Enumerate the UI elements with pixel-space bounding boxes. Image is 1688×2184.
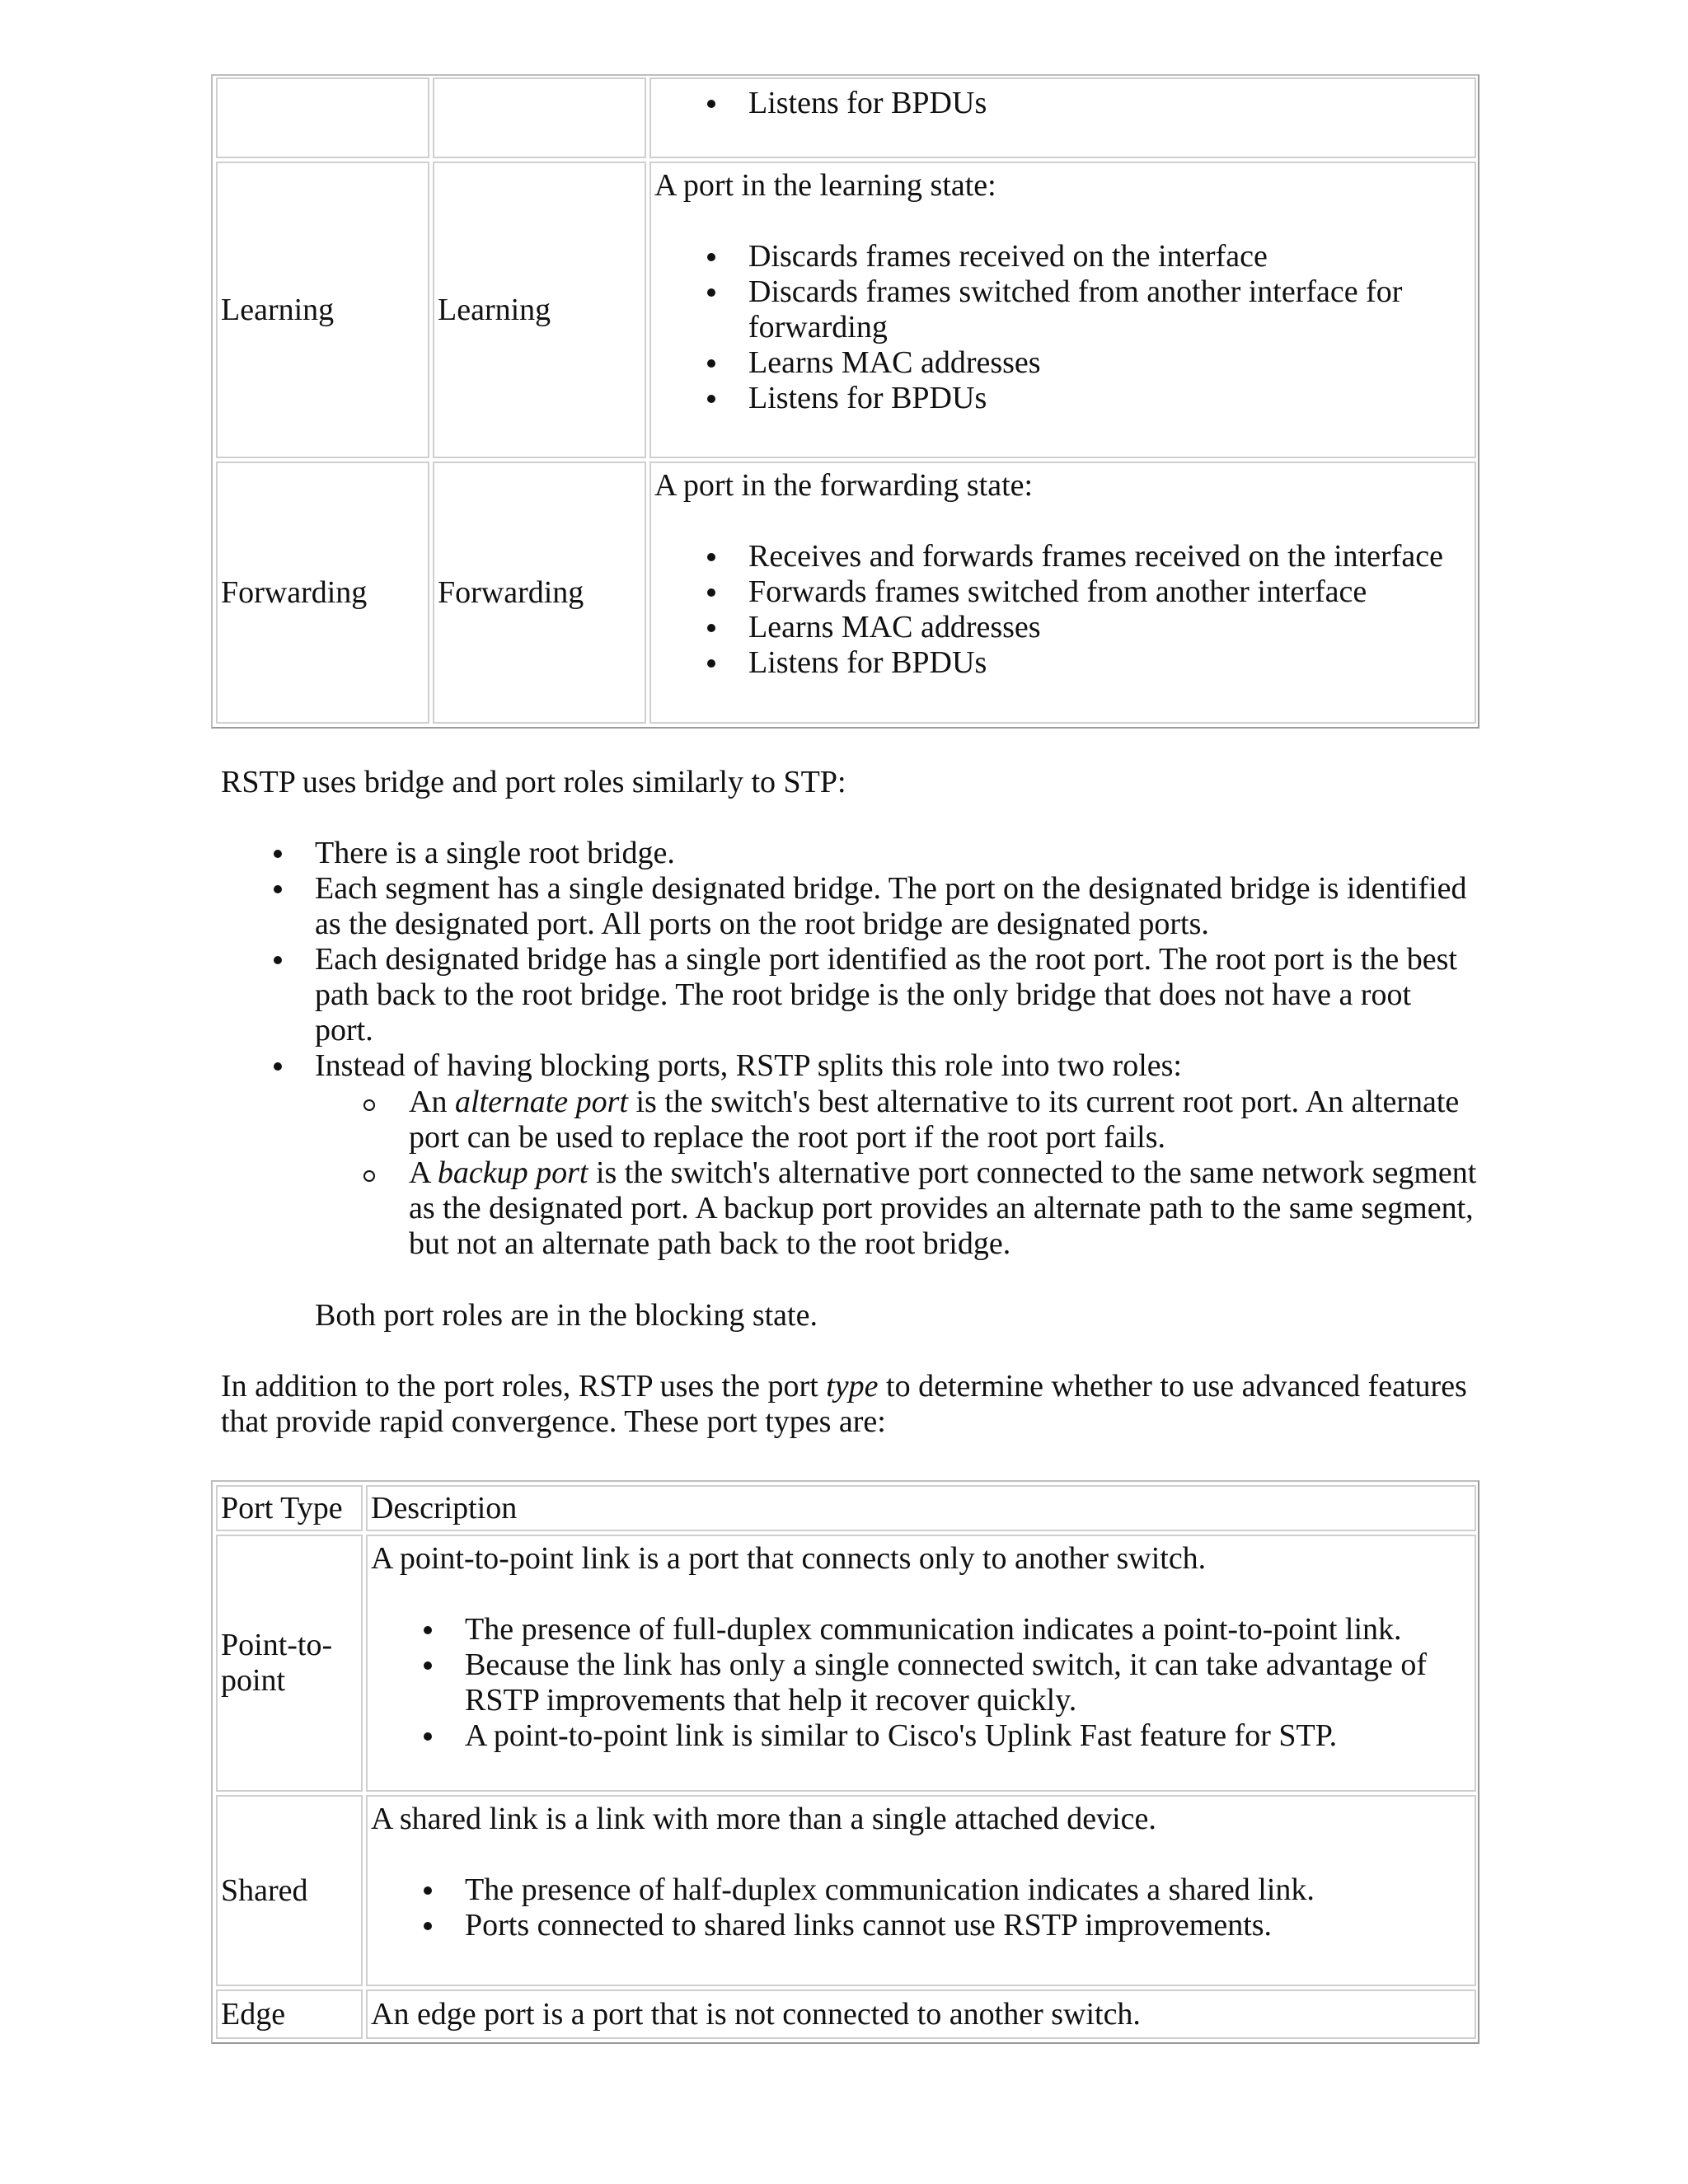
list-item: Listens for BPDUs [748,645,1474,681]
list-item: Forwards frames switched from another interface [748,574,1474,610]
state-intro: A port in the forwarding state: [654,468,1034,503]
column-header: Port Type [216,1485,363,1531]
list-item: Learns MAC addresses [748,345,1424,381]
list-item: Each segment has a single designated bridge. The port on the designated bridge is identified as the designated port. All ports on the root bridge are designated ports. [315,871,1477,942]
list-item: A point-to-point link is similar to Cisco's Uplink Fast feature for STP. [465,1718,1446,1754]
roles-note: Both port roles are in the blocking state. [315,1298,818,1333]
list-item: Each designated bridge has a single port identified as the root port. The root port is the best path back to the root bridge. The root bridge is the only bridge that does not have a root port. [315,942,1477,1048]
list-item: There is a single root bridge. [315,836,1477,871]
roles-intro: RSTP uses bridge and port roles similarly to STP: [221,765,846,799]
port-type-description [366,1535,1476,1792]
roles-list [315,836,1477,1084]
state-table-cell [216,77,429,158]
column-header: Description [366,1485,1476,1531]
state-name-cell: Forwarding [433,462,646,724]
list-item: Listens for BPDUs [748,381,1424,416]
state-name-cell: Forwarding [216,462,429,724]
state-intro: A port in the learning state: [654,168,996,203]
list-item: Instead of having blocking ports, RSTP splits this role into two roles: [315,1048,1477,1084]
list-item: Because the link has only a single connected switch, it can take advantage of RSTP improvements that help it recover quickly. [465,1647,1446,1718]
list-item: A backup port is the switch's alternative port connected to the same network segment as the designated port. A backup port provides an alternate path to the same segment, but not an alternate path back to the root bridge. [409,1155,1480,1262]
state-name-cell: Learning [216,162,429,458]
port-type-cell: Edge [216,1990,363,2039]
state-description-cell [649,462,1476,724]
port-type-cell: Point-to-point [216,1535,363,1792]
list-item: Discards frames received on the interface [748,239,1424,274]
list-item: Discards frames switched from another interface for forwarding [748,274,1424,345]
list-item: The presence of half-duplex communication indicates a shared link. [465,1872,1446,1908]
port-type-description [366,1795,1476,1986]
port-type-cell: Shared [216,1795,363,1986]
port-type-intro: A point-to-point link is a port that connects only to another switch. [371,1541,1207,1576]
state-table-cell [433,77,646,158]
list-item: Listens for BPDUs [748,86,1471,121]
list-item: Learns MAC addresses [748,610,1474,645]
list-item: Ports connected to shared links cannot use RSTP improvements. [465,1908,1446,1943]
roles-sublist [409,1085,1480,1262]
list-item: The presence of full-duplex communication indicates a point-to-point link. [465,1612,1446,1647]
state-description-cell [649,77,1476,158]
list-item: Receives and forwards frames received on the interface [748,539,1474,574]
state-description-cell [649,162,1476,458]
state-name-cell: Learning [433,162,646,458]
port-types-intro: In addition to the port roles, RSTP uses the port type to determine whether to use advanced features that provide rapid convergence. These port types are: [221,1369,1467,1439]
port-type-intro: A shared link is a link with more than a single attached device. [371,1802,1156,1836]
list-item: An alternate port is the switch's best alternative to its current root port. An alternate port can be used to replace the root port if the root port fails. [409,1085,1480,1155]
port-type-description: An edge port is a port that is not connected to another switch. [366,1990,1476,2039]
